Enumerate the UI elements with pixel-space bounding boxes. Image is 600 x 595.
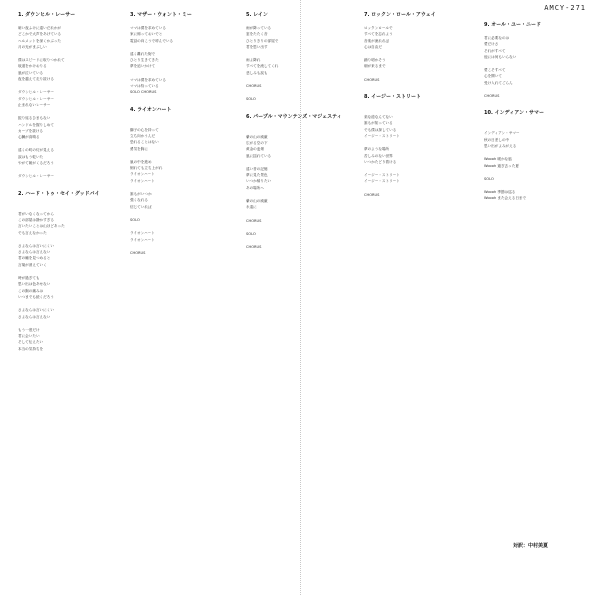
lyric-line: 本当の気持ちを xyxy=(18,346,44,351)
stanza-break xyxy=(130,96,228,103)
stanza-break xyxy=(484,169,588,176)
stanza-break xyxy=(18,166,118,173)
lyric-line: 暗い夜ふけに遠いだれかが xyxy=(18,26,62,30)
lyric-line: 信じていれば xyxy=(130,204,152,209)
lyric-line: 君がいなくなってから xyxy=(18,211,54,216)
lyric-line: どこかで大声をあげている xyxy=(18,32,62,37)
lyric-line: 倒れても立ち上がれ xyxy=(130,166,163,171)
stanza-break xyxy=(364,50,462,57)
lyric-line: 涙はもう乾いた xyxy=(18,154,44,159)
lyric-line: 風に揺れている xyxy=(246,153,272,158)
lyric-line: 紫の山の威厳 xyxy=(246,199,268,204)
lyric-line: 悲しみも涙も xyxy=(246,70,268,75)
stanza-break xyxy=(246,159,346,166)
lyric-line: ひとり生きてきた xyxy=(130,58,159,63)
lyric-line: CHORUS xyxy=(364,77,380,82)
song-title: 7. ロックン・ロール・アウェイ xyxy=(364,12,436,18)
stanza-break xyxy=(484,182,588,189)
lyric-line: CHORUS xyxy=(364,192,380,197)
lyric-line: それがすべて xyxy=(484,48,506,53)
lyric-line: さよならは言いにくい xyxy=(18,243,54,248)
lyric-line: 心を開いて xyxy=(484,74,502,79)
lyric-line: 黄金の麦畑 xyxy=(246,147,264,152)
stanza-break xyxy=(130,152,228,159)
lyric-line: 愛こそすべて xyxy=(484,68,506,73)
lyric-line: 遠く離れた街で xyxy=(130,51,156,56)
lyric-line: 楽な道なんてない xyxy=(364,115,393,120)
lyric-line: SOLO xyxy=(246,231,256,236)
lyric-line: ママは待っている xyxy=(130,84,159,89)
lyric-line: 月の光がまぶしい xyxy=(18,44,47,49)
lyric-line: ママは僕を求めている xyxy=(130,26,166,30)
lyric-line: 秋の日差しの中 xyxy=(484,137,510,142)
stanza-break xyxy=(364,165,462,172)
lyric-line: もう一度だけ xyxy=(18,327,40,332)
lyric-line: この胸の痛みは xyxy=(18,288,44,293)
song-title: 6. パープル・マウンテンズ・マジェスティ xyxy=(246,113,342,120)
lyric-line: CHORUS xyxy=(246,245,262,250)
lyric-line: イージー・ストリート xyxy=(364,133,400,138)
lyric-line: いつまでも続くだろう xyxy=(18,294,54,299)
lyric-line: そして伝えたい xyxy=(18,340,44,345)
lyric-line: ダウンヒル・レーサー xyxy=(18,174,54,179)
lyric-line: 愛だけさ xyxy=(484,42,499,47)
lyric-line: ダウンヒル・レーサー xyxy=(18,96,54,101)
stanza-break xyxy=(18,268,118,275)
lyric-line: インディアン・サマー xyxy=(484,131,520,136)
lyric-line: 電話の向こうで呼んでいる xyxy=(130,38,174,43)
lyric-line: 君を思い出す xyxy=(246,44,268,49)
lyrics-column-2 xyxy=(130,8,228,593)
lyric-line: 受け入れてごらん xyxy=(484,80,513,85)
lyric-line: さよならは言いにくい xyxy=(18,308,54,313)
lyric-line: ライオンハート xyxy=(130,231,155,236)
stanza-break xyxy=(484,149,588,156)
lyric-line: SOLO xyxy=(130,217,140,222)
song-title: 2. ハード・トゥ・セイ・グッドバイ xyxy=(18,190,100,197)
lyric-line: 永遠に xyxy=(246,205,257,210)
lyric-line: 夜を越えて走り抜ける xyxy=(18,77,54,82)
lyric-line: 雨よ降れ xyxy=(246,58,261,63)
stanza-break xyxy=(364,185,462,192)
lyric-line: 勇気を胸に xyxy=(130,146,148,151)
lyric-line: ダウンヒル・レーサー xyxy=(18,90,54,95)
stanza-break xyxy=(246,50,346,57)
stanza-break xyxy=(364,139,462,146)
stanza-break xyxy=(130,223,228,230)
translator-credit: 対訳：中村美夏 xyxy=(512,543,548,549)
lyric-line: いつか帰りたい xyxy=(246,179,272,184)
song-title: 3. マザー・ウォント・ミー xyxy=(130,12,192,18)
lyric-line: 夢に見た景色 xyxy=(246,173,268,178)
stanza-break xyxy=(18,50,118,57)
song-title: 9. オール・ユー・ニード xyxy=(484,22,542,28)
lyric-line: 君の瞳を見つめると xyxy=(18,256,51,261)
song-title: 8. イージー・ストリート xyxy=(364,94,422,101)
stanza-break xyxy=(246,103,346,110)
lyric-line: 君に会いたい xyxy=(18,334,40,339)
lyric-line: いつかたどり着ける xyxy=(364,159,397,164)
lyric-line: 遠い昔の記憶 xyxy=(246,166,268,171)
stanza-break xyxy=(18,320,118,327)
lyric-line: すべてを流してくれ xyxy=(246,64,279,69)
lyric-line: ひとりきりの部屋で xyxy=(246,38,279,43)
lyric-line: 心は自由だ xyxy=(364,44,382,49)
stanza-break xyxy=(130,210,228,217)
stanza-break xyxy=(246,237,346,244)
lyric-line: 言いたいことは山ほどあった xyxy=(18,224,65,229)
lyrics-column-3 xyxy=(246,8,346,593)
lyric-line: さよならは言えない xyxy=(18,314,51,319)
song-title: 5. レイン xyxy=(246,12,268,18)
lyric-line: 夢を追いかけて xyxy=(130,64,156,69)
lyric-line: すべてを忘れよう xyxy=(364,32,393,37)
lyric-line: ママは僕を求めている xyxy=(130,77,166,82)
stanza-break xyxy=(18,180,118,187)
stanza-break xyxy=(364,70,462,77)
lyric-line: CHORUS xyxy=(246,218,262,223)
lyric-line: ライオンハート xyxy=(130,237,155,242)
lyric-line: 僕はスピードに取りつかれて xyxy=(18,58,65,63)
lyric-line: 窓をたたく音 xyxy=(246,32,268,37)
lyric-line: イージー・ストリート xyxy=(364,179,400,184)
lyric-line: CHORUS xyxy=(246,84,262,89)
lyric-line: SOLO xyxy=(246,97,256,102)
lyric-line: CHORUS xyxy=(484,94,500,99)
lyric-line: 風が泣いている xyxy=(18,70,44,75)
lyric-line: Woooh また会える日まで xyxy=(484,196,527,201)
lyric-line: カーブを抜ける xyxy=(18,128,43,133)
stanza-break xyxy=(18,236,118,243)
lyric-line: 恐れることはない xyxy=(130,140,159,145)
lyric-line: 強くなれる xyxy=(130,198,148,203)
lyric-line: 言葉が消えていく xyxy=(18,262,47,267)
lyric-line: 振り返るひまもない xyxy=(18,116,51,121)
lyric-line: ハンドルを握りしめて xyxy=(18,122,54,127)
stanza-break xyxy=(130,70,228,77)
stanza-break xyxy=(484,99,588,106)
lyric-line: 止まれないレーサー xyxy=(18,102,51,107)
lyric-line: ロックンロールで xyxy=(364,26,393,30)
stanza-break xyxy=(18,204,118,211)
song-title: 1. ダウンヒル・レーサー xyxy=(18,12,76,18)
lyric-line: 他には何もいらない xyxy=(484,54,517,59)
lyric-line: 苦しみのない世界 xyxy=(364,153,393,158)
stanza-break xyxy=(246,191,346,198)
lyric-line: 嵐の中を進め xyxy=(130,159,152,164)
stanza-break xyxy=(484,60,588,67)
lyric-line: 思い出がよみがえる xyxy=(484,143,517,148)
lyric-line: SOLO CHORUS xyxy=(130,90,157,95)
lyric-line: 家に帰っておいでと xyxy=(130,32,163,37)
stanza-break xyxy=(246,89,346,96)
lyric-line: 坂道をかけおりる xyxy=(18,64,47,69)
lyric-line: 朝が来るまで xyxy=(364,64,386,69)
stanza-break xyxy=(18,82,118,89)
stanza-break xyxy=(246,224,346,231)
stanza-break xyxy=(18,108,118,115)
lyric-line: この部屋は静かすぎる xyxy=(18,217,54,222)
stanza-break xyxy=(130,120,228,127)
lyric-line: 心臓が高鳴る xyxy=(18,135,40,140)
lyric-line: Woooh 季節は巡る xyxy=(484,190,516,195)
stanza-break xyxy=(246,76,346,83)
stanza-break xyxy=(484,86,588,93)
lyric-line: イージー・ストリート xyxy=(364,173,400,178)
lyric-line: 君に必要なのは xyxy=(484,36,510,40)
stanza-break xyxy=(130,184,228,191)
lyric-line: 踊り明かそう xyxy=(364,58,386,63)
lyric-line: さよならは言えない xyxy=(18,250,51,255)
stanza-break xyxy=(364,107,462,114)
lyric-line: 誰もがいつか xyxy=(130,192,152,197)
lyric-line: ライオンハート xyxy=(130,172,155,177)
lyric-line: 遠くの町の灯が見える xyxy=(18,148,54,153)
lyric-line: 時が過ぎても xyxy=(18,276,40,281)
lyrics-column-1 xyxy=(18,8,118,593)
lyric-line: 夢のような場所 xyxy=(364,147,390,152)
lyric-line: ライオンハート xyxy=(130,178,155,183)
lyric-line: 雨が降っている xyxy=(246,26,272,30)
stanza-break xyxy=(130,243,228,250)
lyric-line: Woooh 過ぎ去った夏 xyxy=(484,163,519,168)
stanza-break xyxy=(18,140,118,147)
lyric-line: 広がる空の下 xyxy=(246,140,268,145)
stanza-break xyxy=(246,127,346,134)
lyric-line: 立ち向かうんだ xyxy=(130,133,156,138)
lyric-line: あの場所へ xyxy=(246,185,264,190)
lyric-line: でも言えなかった xyxy=(18,230,47,235)
lyric-line: 思い出は色あせない xyxy=(18,282,51,287)
lyric-line: 誰もが知っている xyxy=(364,121,393,126)
lyric-line: 紫の山の威厳 xyxy=(246,134,268,139)
catalog-number: AMCY-271 xyxy=(544,4,586,12)
lyric-line: CHORUS xyxy=(130,250,146,255)
lyrics-column-4 xyxy=(364,8,462,593)
stanza-break xyxy=(18,300,118,307)
lyric-line: でも僕は探している xyxy=(364,127,397,132)
song-title: 4. ライオンハート xyxy=(130,106,172,113)
lyric-line: ヘルメットを深くかぶった xyxy=(18,38,62,43)
song-title: 10. インディアン・サマー xyxy=(484,110,544,117)
stanza-break xyxy=(130,44,228,51)
lyric-line: 音楽が流れれば xyxy=(364,38,390,43)
lyric-line: やがて朝がくるだろう xyxy=(18,161,54,166)
lyrics-column-5 xyxy=(484,18,588,593)
lyric-line: SOLO xyxy=(484,176,494,181)
stanza-break xyxy=(246,211,346,218)
stanza-break xyxy=(484,123,588,130)
lyric-line: 獅子の心を持って xyxy=(130,127,159,132)
lyric-line: Woooh 暖かな風 xyxy=(484,157,512,162)
stanza-break xyxy=(364,83,462,90)
